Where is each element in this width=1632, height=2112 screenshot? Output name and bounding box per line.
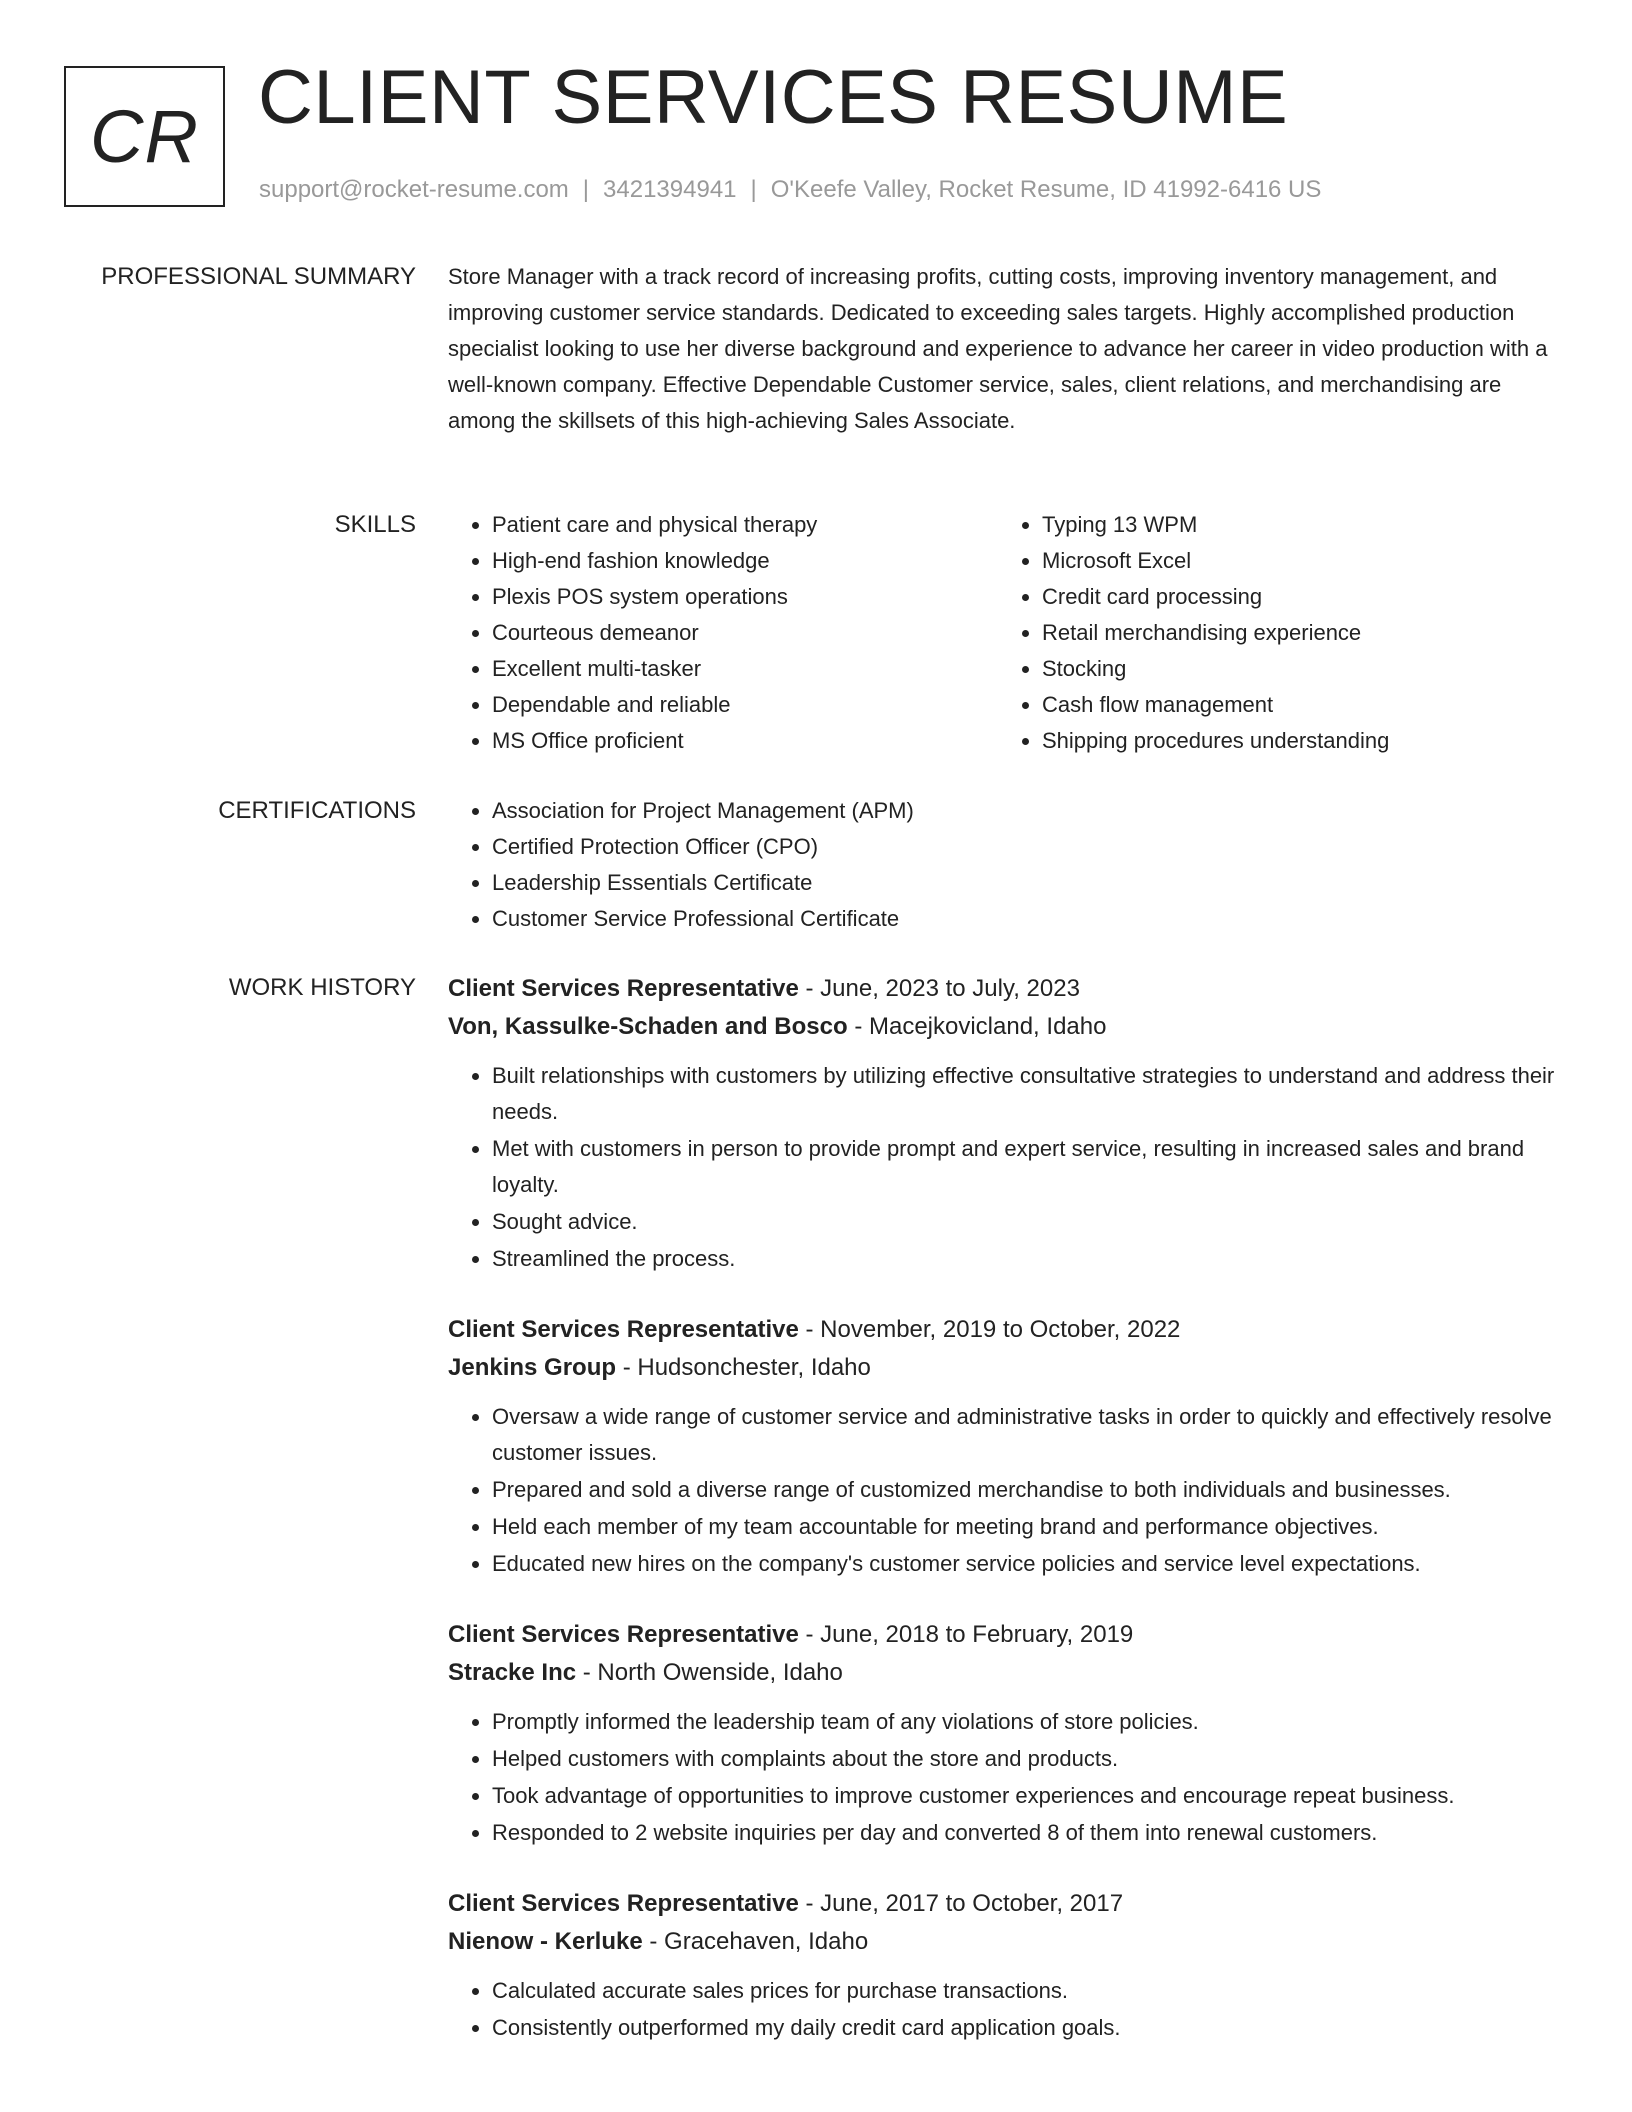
job-title-line [448, 970, 1568, 1008]
skill-item: • Patient care and physical therapy [492, 507, 998, 543]
summary-text: Store Manager with a track record of increasing profits, cutting costs, improving inventory management, and improving customer service standards. Dedicated to exceeding sales targets. Highly accomplished production specialist looking to use her diverse background and experience to advance her career in video production with a well-known company. Effective Dependable Customer service, sales, client relations, and merchandising are among the skillsets of this high-achieving Sales Associate. [448, 264, 1548, 433]
job-company: Nienow - Kerluke [448, 1928, 643, 1955]
job-title: Client Services Representative [448, 1316, 799, 1343]
contact-address: O'Keefe Valley, Rocket Resume, ID 41992-6416 US [770, 176, 1322, 203]
skills-body [448, 507, 1568, 759]
job-bullet: • Held each member of my team accountable for meeting brand and performance objectives. [492, 1509, 1568, 1545]
certification-item: • Association for Project Management (APM) [492, 793, 1568, 829]
job-bullet: • Met with customers in person to provide prompt and expert service, resulting in increased sales and brand loyalty. [492, 1131, 1568, 1203]
skill-item: • Shipping procedures understanding [1042, 723, 1548, 759]
skill-item: • Dependable and reliable [492, 687, 998, 723]
certifications-body [448, 793, 1568, 937]
job-bullet: • Consistently outperformed my daily credit card application goals. [492, 2010, 1568, 2046]
job-location: - Hudsonchester, Idaho [616, 1354, 871, 1381]
skill-item: • Cash flow management [1042, 687, 1548, 723]
monogram-logo: CR [64, 66, 225, 207]
job-entry [448, 1616, 1568, 1851]
certification-item: • Leadership Essentials Certificate [492, 865, 1568, 901]
skill-item: • Courteous demeanor [492, 615, 998, 651]
job-location: - Gracehaven, Idaho [642, 1928, 869, 1955]
job-dates: - June, 2023 to July, 2023 [798, 975, 1080, 1002]
job-bullet: • Built relationships with customers by utilizing effective consultative strategies to understand and address their needs. [492, 1058, 1568, 1130]
job-bullet: • Oversaw a wide range of customer service and administrative tasks in order to quickly and effectively resolve customer issues. [492, 1399, 1568, 1471]
job-company-line [448, 1654, 1568, 1692]
job-title-line [448, 1885, 1568, 1923]
job-title: Client Services Representative [448, 975, 799, 1002]
job-bullet: • Sought advice. [492, 1204, 1568, 1240]
skill-item: • Typing 13 WPM [1042, 507, 1548, 543]
resume-title: CLIENT SERVICES RESUME [258, 55, 1289, 140]
job-title-line [448, 1616, 1568, 1654]
skill-item: • Excellent multi-tasker [492, 651, 998, 687]
contact-separator: | [750, 176, 757, 203]
job-entry [448, 1885, 1568, 2046]
job-bullet: • Responded to 2 website inquiries per day and converted 8 of them into renewal customers. [492, 1815, 1568, 1851]
skill-item: • MS Office proficient [492, 723, 998, 759]
job-dates: - November, 2019 to October, 2022 [798, 1316, 1181, 1343]
job-location: - North Owenside, Idaho [576, 1659, 843, 1686]
job-dates: - June, 2017 to October, 2017 [798, 1890, 1124, 1917]
skill-item: • Retail merchandising experience [1042, 615, 1548, 651]
skill-item: • Stocking [1042, 651, 1548, 687]
job-company-line [448, 1008, 1568, 1046]
certifications-label: CERTIFICATIONS [218, 797, 416, 824]
contact-email: support@rocket-resume.com [259, 176, 569, 203]
job-title: Client Services Representative [448, 1890, 799, 1917]
job-bullet: • Promptly informed the leadership team of any violations of store policies. [492, 1704, 1568, 1740]
summary-body [448, 259, 1568, 439]
job-entry [448, 970, 1568, 1277]
skill-item: • Plexis POS system operations [492, 579, 998, 615]
job-bullet: • Calculated accurate sales prices for purchase transactions. [492, 1973, 1568, 2009]
contact-separator: | [582, 176, 590, 203]
certification-item: • Certified Protection Officer (CPO) [492, 829, 1568, 865]
work-history-label: WORK HISTORY [228, 974, 416, 1001]
summary-label: PROFESSIONAL SUMMARY [101, 263, 416, 290]
skills-column-left [448, 507, 998, 759]
job-bullet: • Streamlined the process. [492, 1241, 1568, 1277]
work-history-body [448, 970, 1568, 2080]
job-bullet: • Took advantage of opportunities to improve customer experiences and encourage repeat business. [492, 1778, 1568, 1814]
certification-item: • Customer Service Professional Certificate [492, 901, 1568, 937]
contact-phone: 3421394941 [603, 176, 737, 203]
skills-label: SKILLS [334, 511, 416, 538]
job-company: Jenkins Group [448, 1354, 617, 1381]
skills-column-right [998, 507, 1548, 759]
job-dates: - June, 2018 to February, 2019 [798, 1621, 1134, 1648]
skill-item: • Credit card processing [1042, 579, 1548, 615]
job-bullet: • Prepared and sold a diverse range of customized merchandise to both individuals and businesses. [492, 1472, 1568, 1508]
contact-line [259, 176, 1321, 204]
job-bullet: • Helped customers with complaints about the store and products. [492, 1741, 1568, 1777]
job-title-line [448, 1311, 1568, 1349]
job-bullet: • Educated new hires on the company's customer service policies and service level expectations. [492, 1546, 1568, 1582]
job-location: - Macejkovicland, Idaho [847, 1013, 1107, 1040]
job-company: Stracke Inc [448, 1659, 577, 1686]
skill-item: • Microsoft Excel [1042, 543, 1548, 579]
job-company-line [448, 1923, 1568, 1961]
skill-item: • High-end fashion knowledge [492, 543, 998, 579]
job-company: Von, Kassulke-Schaden and Bosco [448, 1013, 848, 1040]
job-entry [448, 1311, 1568, 1582]
job-company-line [448, 1349, 1568, 1387]
job-title: Client Services Representative [448, 1621, 799, 1648]
